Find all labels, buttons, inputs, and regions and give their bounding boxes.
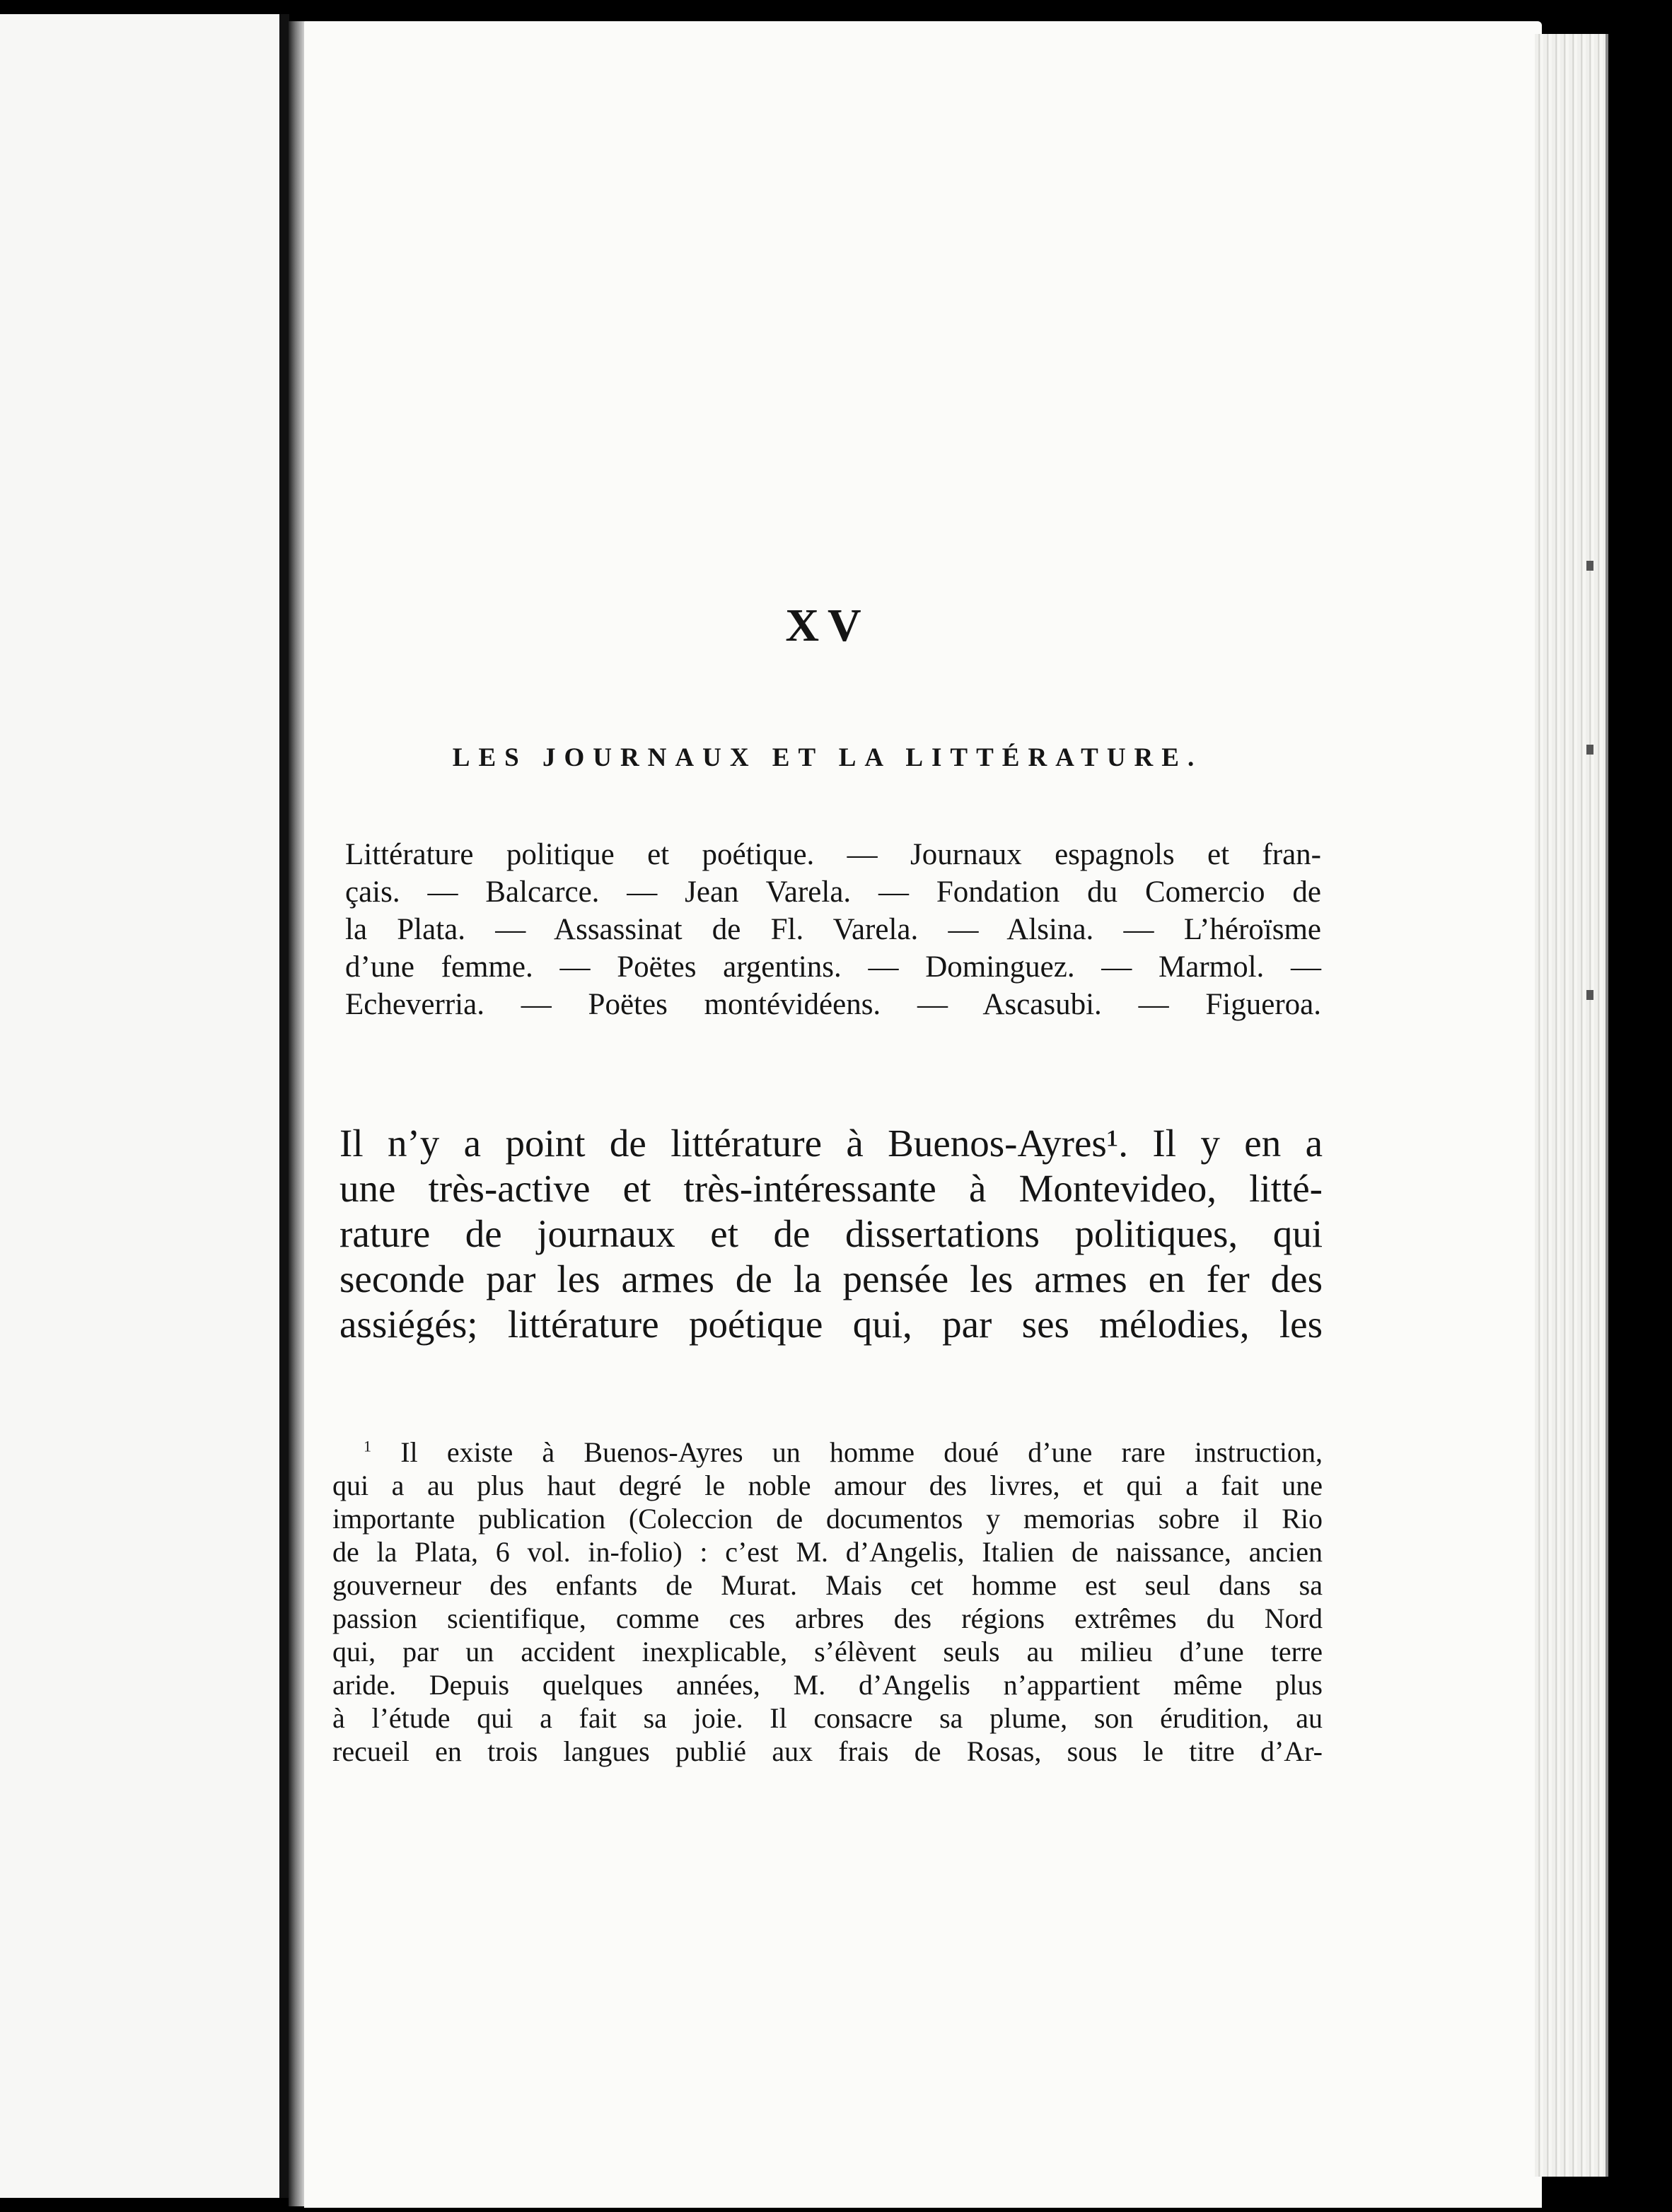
body-line: Il n’y a point de littérature à Buenos-Ayres¹. Il y en a [339,1122,1323,1165]
stacked-page-edges [1535,34,1608,2177]
page-edge-mark [1586,745,1593,755]
footnote-line: de la Plata, 6 vol. in-folio) : c’est M. d’Angelis, Italien de naissance, ancien [332,1536,1323,1568]
body-paragraph [339,1121,1323,1347]
book-gutter [289,21,306,2206]
body-line: assiégés; littérature poétique qui, par ses mélodies, les [339,1303,1323,1346]
footnote-first-line [332,1436,1323,1469]
footnote-line: aride. Depuis quelques années, M. d’Angelis n’appartient même plus [332,1669,1323,1701]
footnote-line-text: Il existe à Buenos-Ayres un homme doué d’une rare instruction, [400,1436,1323,1468]
summary-line: Littérature politique et poétique. — Journaux espagnols et fran- [345,838,1321,871]
book-page [304,21,1542,2208]
summary-line: la Plata. — Assassinat de Fl. Varela. — Alsina. — L’héroïsme [345,913,1321,946]
summary-line: d’une femme. — Poëtes argentins. — Dominguez. — Marmol. — [345,950,1321,984]
footnote-line: qui a au plus haut degré le noble amour des livres, et qui a fait une [332,1469,1323,1501]
chapter-summary [345,836,1321,1023]
footnote-line: passion scientifique, comme ces arbres des régions extrêmes du Nord [332,1602,1323,1634]
footnote-line: recueil en trois langues publié aux frais de Rosas, sous le titre d’Ar- [332,1735,1323,1767]
chapter-title: LES JOURNAUX ET LA LITTÉRATURE. [452,743,1203,772]
body-line: seconde par les armes de la pensée les armes en fer des [339,1257,1323,1300]
page-edge-mark [1586,990,1593,1000]
footnote-line: qui, par un accident inexplicable, s’élèvent seuls au milieu d’une terre [332,1636,1323,1667]
left-page-edge [0,14,289,2198]
page-edge-mark [1586,561,1593,571]
footnote-line: importante publication (Coleccion de documentos y memorias sobre il Rio [332,1503,1323,1535]
chapter-number: XV [785,600,870,651]
summary-line: Echeverria. — Poëtes montévidéens. — Ascasubi. — Figueroa. [345,988,1321,1021]
summary-line: çais. — Balcarce. — Jean Varela. — Fondation du Comercio de [345,875,1321,909]
footnote-marker: 1 [364,1437,371,1455]
footnote-line: gouverneur des enfants de Murat. Mais cet homme est seul dans sa [332,1569,1323,1601]
footnote-line: à l’étude qui a fait sa joie. Il consacre sa plume, son érudition, au [332,1702,1323,1734]
body-line: une très-active et très-intéressante à Montevideo, litté- [339,1167,1323,1210]
footnote [332,1436,1323,1768]
body-line: rature de journaux et de dissertations politiques, qui [339,1212,1323,1255]
